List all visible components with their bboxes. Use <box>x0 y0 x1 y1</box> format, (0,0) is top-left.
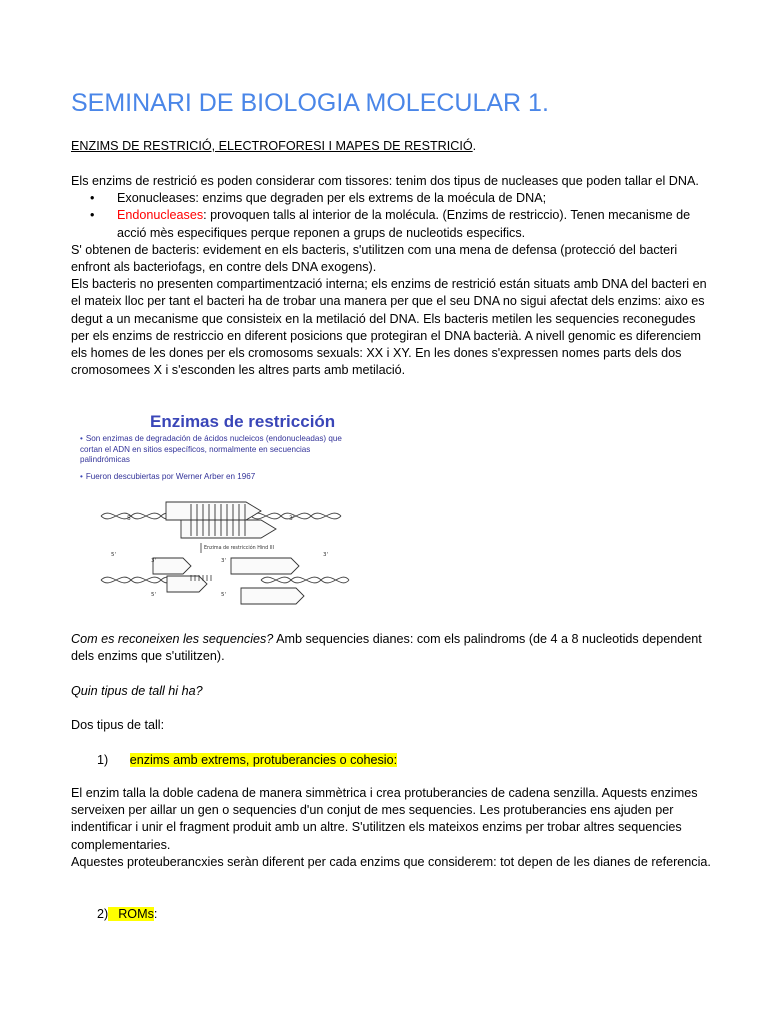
subtitle-suffix: . <box>472 139 477 153</box>
intro-section <box>71 173 711 379</box>
cut-type-2 <box>97 906 157 923</box>
bullet-icon: • <box>90 208 95 223</box>
question-1-paragraph <box>71 631 711 665</box>
figure-bullet-text: Fueron descubiertas por Werner Arber en 1967 <box>85 472 256 481</box>
methylation-paragraph: Els bacteris no presenten compartimentzació interna; els enzims de restrició están situats amb DNA del bacteri en el mateix lloc per tant el bacteri ha de trobar una manera per que el seu DNA no sigui afectat dels enzims: aixo es degut a un mecanisme que consisteix en la metilació del DNA. Els bacteris metilen les sequencies reconegudes per els enzims de restriccio en diferent posicions que protegiran el DNA bacterià. A nivell genomic es diferenciem els homes de les dones per els cromosoms sexuals: XX i XY. En les dones s'expressen nomes parts dels dos cromosomees X i s'esconden les altres parts amb metilació. <box>71 277 707 378</box>
item-number: 2) <box>97 907 109 921</box>
figure-title: Enzimas de restricción <box>150 412 336 431</box>
list-item-text: Exonucleases: enzims que degraden per els extrems de la moécula de DNA; <box>117 191 547 206</box>
dianes-paragraph: Aquestes proteuberancxies seràn diferent per cada enzims que considerem: tot depen de les dianes de referencia. <box>71 854 711 869</box>
cut-type-1 <box>97 752 397 769</box>
label-5prime: 5' <box>127 515 133 522</box>
nuclease-list <box>71 190 711 242</box>
cut-type-2-label: ROMs <box>108 907 154 921</box>
bacteria-origin-paragraph: S' obtenen de bacteris: evidement en els bacteris, s'utilitzen com una mena de defensa (protecció del bacteri enfront als bacteriofags, en contre dels DNA exogens). <box>71 242 678 275</box>
endonucleases-term: Endonucleases <box>117 208 204 223</box>
cut-explanation <box>71 785 711 871</box>
label-3prime: 3' <box>221 558 227 564</box>
dna-diagram <box>71 398 352 613</box>
question-2: Quin tipus de tall hi ha? <box>71 684 203 698</box>
question-1-answer: Amb sequencies dianes: com els palindroms (de 4 a 8 nucleotids dependent dels enzims que s'utilitzen). <box>71 632 702 664</box>
cut-type-1-label: enzims amb extrems, protuberancies o cohesio: <box>129 753 398 767</box>
enzyme-caption: Enzima de restricción Hind III <box>204 546 274 551</box>
subtitle <box>71 138 476 155</box>
list-item-text: : provoquen talls al interior de la molécula. (Enzims de restriccio). Tenen mecanisme de acció mès especifiques perque reponen a grups de nucleotids especifics. <box>117 208 691 240</box>
list-item-exonucleases <box>71 190 711 207</box>
bullet-icon: • <box>90 191 95 206</box>
cut-type-2-suffix: : <box>153 907 158 921</box>
label-5prime: 5' <box>221 592 227 598</box>
page-title: SEMINARI DE BIOLOGIA MOLECULAR 1. <box>71 89 549 117</box>
label-3prime: 3' <box>151 558 157 564</box>
figure-bullet-icon: • <box>80 434 83 443</box>
label-5prime: 5' <box>111 552 117 558</box>
figure-bullet-icon: • <box>80 472 83 481</box>
label-3prime: 3' <box>323 552 329 558</box>
label-3prime: 3' <box>289 515 295 522</box>
question-1 <box>71 631 711 665</box>
question-1-italic: Com es reconeixen les sequencies? <box>71 632 274 646</box>
two-types-line: Dos tipus de tall: <box>71 718 165 732</box>
item-number: 1) <box>97 753 109 767</box>
list-item-endonucleases <box>71 207 711 241</box>
dna-fragment-right <box>231 558 349 604</box>
restriction-enzyme-figure <box>71 398 352 613</box>
cohesive-ends-paragraph: El enzim talla la doble cadena de manera simmètrica i crea protuberancies de cadena senzilla. Aquests enzimes serveixen per aillar un gen o sequencies d'un conjut de mes sequencies. Les protuberancies ens ajuden per indentificar i unir el fragment produit amb un altre. S'utilitzen els mateixos enzims per trobar altres sequencies complementaries. <box>71 786 698 852</box>
subtitle-text: ENZIMS DE RESTRICIÓ, ELECTROFORESI I MAPES DE RESTRICIÓ <box>71 139 473 153</box>
label-5prime: 5' <box>151 592 157 598</box>
figure-bullet-text: Son enzimas de degradación de ácidos nucleicos (endonucleadas) que cortan el ADN en sitios específicos, normalmente en secuencias palindrómicas <box>80 434 342 465</box>
intro-paragraph: Els enzims de restrició es poden considerar com tissores: tenim dos tipus de nucleases que poden tallar el DNA. <box>71 174 699 188</box>
